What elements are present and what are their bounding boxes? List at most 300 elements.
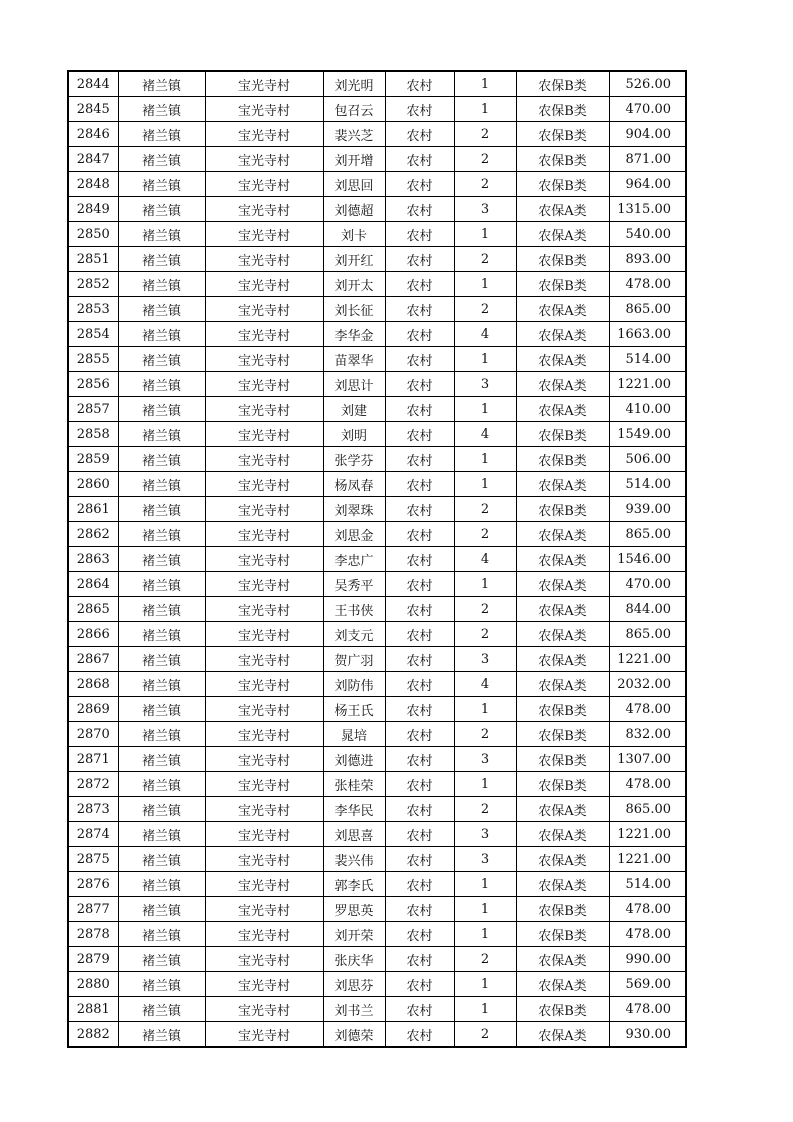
person-name-cell: 刘翠珠: [323, 497, 385, 522]
town-cell: 褚兰镇: [118, 1022, 205, 1048]
row-number-cell: 2872: [68, 772, 118, 797]
household-type-cell: 农村: [385, 1022, 454, 1048]
household-type-cell: 农村: [385, 697, 454, 722]
household-type-cell: 农村: [385, 597, 454, 622]
amount-cell: 893.00: [609, 247, 686, 272]
table-row: [68, 697, 686, 722]
row-number-cell: 2856: [68, 372, 118, 397]
amount-cell: 1221.00: [609, 372, 686, 397]
insurance-category-cell: 农保B类: [516, 497, 609, 522]
town-cell: 褚兰镇: [118, 122, 205, 147]
village-cell: 宝光寺村: [205, 897, 323, 922]
row-number-cell: 2852: [68, 272, 118, 297]
household-type-cell: 农村: [385, 422, 454, 447]
town-cell: 褚兰镇: [118, 697, 205, 722]
table-row: [68, 947, 686, 972]
member-count-cell: 3: [454, 197, 516, 222]
table-row: [68, 497, 686, 522]
row-number-cell: 2845: [68, 97, 118, 122]
insurance-category-cell: 农保A类: [516, 397, 609, 422]
town-cell: 褚兰镇: [118, 647, 205, 672]
person-name-cell: 刘明: [323, 422, 385, 447]
table-row: [68, 872, 686, 897]
insurance-category-cell: 农保A类: [516, 197, 609, 222]
amount-cell: 569.00: [609, 972, 686, 997]
row-number-cell: 2873: [68, 797, 118, 822]
insurance-category-cell: 农保B类: [516, 97, 609, 122]
table-row: [68, 172, 686, 197]
village-cell: 宝光寺村: [205, 722, 323, 747]
member-count-cell: 1: [454, 897, 516, 922]
household-type-cell: 农村: [385, 447, 454, 472]
row-number-cell: 2874: [68, 822, 118, 847]
row-number-cell: 2862: [68, 522, 118, 547]
member-count-cell: 1: [454, 772, 516, 797]
village-cell: 宝光寺村: [205, 197, 323, 222]
household-type-cell: 农村: [385, 372, 454, 397]
person-name-cell: 张学芬: [323, 447, 385, 472]
row-number-cell: 2847: [68, 147, 118, 172]
household-type-cell: 农村: [385, 322, 454, 347]
town-cell: 褚兰镇: [118, 422, 205, 447]
amount-cell: 1307.00: [609, 747, 686, 772]
village-cell: 宝光寺村: [205, 247, 323, 272]
row-number-cell: 2878: [68, 922, 118, 947]
town-cell: 褚兰镇: [118, 347, 205, 372]
table-row: [68, 397, 686, 422]
member-count-cell: 1: [454, 997, 516, 1022]
village-cell: 宝光寺村: [205, 71, 323, 97]
village-cell: 宝光寺村: [205, 147, 323, 172]
household-type-cell: 农村: [385, 97, 454, 122]
village-cell: 宝光寺村: [205, 772, 323, 797]
person-name-cell: 罗思英: [323, 897, 385, 922]
amount-cell: 1221.00: [609, 647, 686, 672]
row-number-cell: 2857: [68, 397, 118, 422]
insurance-category-cell: 农保A类: [516, 297, 609, 322]
amount-cell: 514.00: [609, 472, 686, 497]
person-name-cell: 吴秀平: [323, 572, 385, 597]
table-row: [68, 147, 686, 172]
table-row: [68, 797, 686, 822]
member-count-cell: 4: [454, 322, 516, 347]
insurance-category-cell: 农保A类: [516, 222, 609, 247]
member-count-cell: 1: [454, 347, 516, 372]
row-number-cell: 2864: [68, 572, 118, 597]
amount-cell: 526.00: [609, 71, 686, 97]
insurance-category-cell: 农保B类: [516, 897, 609, 922]
town-cell: 褚兰镇: [118, 947, 205, 972]
member-count-cell: 3: [454, 647, 516, 672]
member-count-cell: 1: [454, 71, 516, 97]
household-type-cell: 农村: [385, 122, 454, 147]
table-row: [68, 572, 686, 597]
amount-cell: 478.00: [609, 772, 686, 797]
person-name-cell: 李华民: [323, 797, 385, 822]
person-name-cell: 王书侠: [323, 597, 385, 622]
person-name-cell: 刘长征: [323, 297, 385, 322]
amount-cell: 514.00: [609, 872, 686, 897]
person-name-cell: 杨王氏: [323, 697, 385, 722]
household-type-cell: 农村: [385, 71, 454, 97]
table-row: [68, 847, 686, 872]
village-cell: 宝光寺村: [205, 522, 323, 547]
table-row: [68, 197, 686, 222]
person-name-cell: 刘卡: [323, 222, 385, 247]
person-name-cell: 贺广羽: [323, 647, 385, 672]
member-count-cell: 2: [454, 797, 516, 822]
person-name-cell: 刘光明: [323, 71, 385, 97]
village-cell: 宝光寺村: [205, 422, 323, 447]
row-number-cell: 2880: [68, 972, 118, 997]
household-type-cell: 农村: [385, 522, 454, 547]
household-type-cell: 农村: [385, 172, 454, 197]
person-name-cell: 刘思计: [323, 372, 385, 397]
row-number-cell: 2877: [68, 897, 118, 922]
member-count-cell: 3: [454, 747, 516, 772]
table-row: [68, 1022, 686, 1048]
village-cell: 宝光寺村: [205, 647, 323, 672]
member-count-cell: 2: [454, 172, 516, 197]
member-count-cell: 1: [454, 972, 516, 997]
village-cell: 宝光寺村: [205, 822, 323, 847]
amount-cell: 844.00: [609, 597, 686, 622]
household-type-cell: 农村: [385, 847, 454, 872]
row-number-cell: 2866: [68, 622, 118, 647]
amount-cell: 990.00: [609, 947, 686, 972]
village-cell: 宝光寺村: [205, 997, 323, 1022]
household-type-cell: 农村: [385, 997, 454, 1022]
town-cell: 褚兰镇: [118, 372, 205, 397]
amount-cell: 1221.00: [609, 847, 686, 872]
amount-cell: 478.00: [609, 997, 686, 1022]
town-cell: 褚兰镇: [118, 722, 205, 747]
insurance-category-cell: 农保B类: [516, 71, 609, 97]
member-count-cell: 1: [454, 472, 516, 497]
person-name-cell: 刘防伟: [323, 672, 385, 697]
table-row: [68, 372, 686, 397]
person-name-cell: 李忠广: [323, 547, 385, 572]
town-cell: 褚兰镇: [118, 172, 205, 197]
town-cell: 褚兰镇: [118, 97, 205, 122]
household-type-cell: 农村: [385, 972, 454, 997]
town-cell: 褚兰镇: [118, 71, 205, 97]
member-count-cell: 4: [454, 422, 516, 447]
member-count-cell: 2: [454, 297, 516, 322]
insurance-category-cell: 农保A类: [516, 547, 609, 572]
member-count-cell: 2: [454, 122, 516, 147]
household-type-cell: 农村: [385, 222, 454, 247]
amount-cell: 865.00: [609, 622, 686, 647]
table-row: [68, 772, 686, 797]
town-cell: 褚兰镇: [118, 272, 205, 297]
member-count-cell: 4: [454, 547, 516, 572]
town-cell: 褚兰镇: [118, 322, 205, 347]
table-row: [68, 247, 686, 272]
table-row: [68, 997, 686, 1022]
amount-cell: 506.00: [609, 447, 686, 472]
person-name-cell: 包召云: [323, 97, 385, 122]
member-count-cell: 2: [454, 722, 516, 747]
row-number-cell: 2879: [68, 947, 118, 972]
member-count-cell: 1: [454, 447, 516, 472]
table-row: [68, 672, 686, 697]
household-type-cell: 农村: [385, 672, 454, 697]
insurance-category-cell: 农保A类: [516, 622, 609, 647]
household-type-cell: 农村: [385, 247, 454, 272]
member-count-cell: 2: [454, 597, 516, 622]
table-row: [68, 922, 686, 947]
row-number-cell: 2876: [68, 872, 118, 897]
row-number-cell: 2870: [68, 722, 118, 747]
insurance-category-cell: 农保B类: [516, 172, 609, 197]
table-row: [68, 347, 686, 372]
village-cell: 宝光寺村: [205, 172, 323, 197]
amount-cell: 964.00: [609, 172, 686, 197]
village-cell: 宝光寺村: [205, 972, 323, 997]
row-number-cell: 2859: [68, 447, 118, 472]
town-cell: 褚兰镇: [118, 897, 205, 922]
row-number-cell: 2851: [68, 247, 118, 272]
amount-cell: 478.00: [609, 922, 686, 947]
village-cell: 宝光寺村: [205, 347, 323, 372]
member-count-cell: 3: [454, 372, 516, 397]
village-cell: 宝光寺村: [205, 547, 323, 572]
member-count-cell: 4: [454, 672, 516, 697]
town-cell: 褚兰镇: [118, 747, 205, 772]
table-row: [68, 647, 686, 672]
insurance-category-cell: 农保B类: [516, 697, 609, 722]
village-cell: 宝光寺村: [205, 447, 323, 472]
amount-cell: 865.00: [609, 297, 686, 322]
person-name-cell: 刘开太: [323, 272, 385, 297]
town-cell: 褚兰镇: [118, 847, 205, 872]
village-cell: 宝光寺村: [205, 597, 323, 622]
town-cell: 褚兰镇: [118, 297, 205, 322]
person-name-cell: 李华金: [323, 322, 385, 347]
table-row: [68, 122, 686, 147]
insurance-category-cell: 农保B类: [516, 247, 609, 272]
town-cell: 褚兰镇: [118, 547, 205, 572]
village-cell: 宝光寺村: [205, 122, 323, 147]
town-cell: 褚兰镇: [118, 672, 205, 697]
insurance-category-cell: 农保B类: [516, 747, 609, 772]
table-row: [68, 272, 686, 297]
person-name-cell: 刘思喜: [323, 822, 385, 847]
village-cell: 宝光寺村: [205, 672, 323, 697]
household-type-cell: 农村: [385, 897, 454, 922]
insurance-category-cell: 农保B类: [516, 722, 609, 747]
person-name-cell: 刘开荣: [323, 922, 385, 947]
member-count-cell: 1: [454, 97, 516, 122]
village-cell: 宝光寺村: [205, 97, 323, 122]
insurance-category-cell: 农保A类: [516, 522, 609, 547]
amount-cell: 478.00: [609, 697, 686, 722]
person-name-cell: 刘建: [323, 397, 385, 422]
amount-cell: 470.00: [609, 572, 686, 597]
member-count-cell: 3: [454, 847, 516, 872]
person-name-cell: 刘德荣: [323, 1022, 385, 1048]
household-type-cell: 农村: [385, 622, 454, 647]
town-cell: 褚兰镇: [118, 922, 205, 947]
table-body: [68, 71, 686, 1047]
insurance-category-cell: 农保A类: [516, 947, 609, 972]
insurance-category-cell: 农保A类: [516, 322, 609, 347]
village-cell: 宝光寺村: [205, 322, 323, 347]
household-type-cell: 农村: [385, 747, 454, 772]
village-cell: 宝光寺村: [205, 1022, 323, 1048]
row-number-cell: 2875: [68, 847, 118, 872]
person-name-cell: 刘书兰: [323, 997, 385, 1022]
row-number-cell: 2849: [68, 197, 118, 222]
insurance-category-cell: 农保B类: [516, 147, 609, 172]
amount-cell: 410.00: [609, 397, 686, 422]
village-cell: 宝光寺村: [205, 297, 323, 322]
village-cell: 宝光寺村: [205, 947, 323, 972]
village-cell: 宝光寺村: [205, 797, 323, 822]
member-count-cell: 1: [454, 222, 516, 247]
town-cell: 褚兰镇: [118, 797, 205, 822]
row-number-cell: 2871: [68, 747, 118, 772]
insurance-category-cell: 农保A类: [516, 672, 609, 697]
village-cell: 宝光寺村: [205, 497, 323, 522]
member-count-cell: 2: [454, 147, 516, 172]
town-cell: 褚兰镇: [118, 397, 205, 422]
member-count-cell: 2: [454, 247, 516, 272]
household-type-cell: 农村: [385, 647, 454, 672]
table-row: [68, 597, 686, 622]
household-type-cell: 农村: [385, 872, 454, 897]
row-number-cell: 2863: [68, 547, 118, 572]
table-row: [68, 622, 686, 647]
insurance-category-cell: 农保A类: [516, 822, 609, 847]
insurance-category-cell: 农保B类: [516, 447, 609, 472]
row-number-cell: 2858: [68, 422, 118, 447]
village-cell: 宝光寺村: [205, 397, 323, 422]
table-row: [68, 897, 686, 922]
amount-cell: 1663.00: [609, 322, 686, 347]
table-row: [68, 747, 686, 772]
table-row: [68, 522, 686, 547]
table-row: [68, 297, 686, 322]
table-row: [68, 71, 686, 97]
row-number-cell: 2868: [68, 672, 118, 697]
household-type-cell: 农村: [385, 547, 454, 572]
household-type-cell: 农村: [385, 147, 454, 172]
insurance-category-cell: 农保A类: [516, 347, 609, 372]
town-cell: 褚兰镇: [118, 622, 205, 647]
table-row: [68, 447, 686, 472]
amount-cell: 865.00: [609, 797, 686, 822]
town-cell: 褚兰镇: [118, 597, 205, 622]
amount-cell: 470.00: [609, 97, 686, 122]
insurance-category-cell: 农保B类: [516, 922, 609, 947]
town-cell: 褚兰镇: [118, 222, 205, 247]
person-name-cell: 张庆华: [323, 947, 385, 972]
insurance-category-cell: 农保A类: [516, 872, 609, 897]
village-cell: 宝光寺村: [205, 697, 323, 722]
person-name-cell: 刘德超: [323, 197, 385, 222]
table-row: [68, 97, 686, 122]
person-name-cell: 刘开红: [323, 247, 385, 272]
row-number-cell: 2848: [68, 172, 118, 197]
amount-cell: 930.00: [609, 1022, 686, 1048]
town-cell: 褚兰镇: [118, 772, 205, 797]
village-cell: 宝光寺村: [205, 747, 323, 772]
town-cell: 褚兰镇: [118, 872, 205, 897]
town-cell: 褚兰镇: [118, 972, 205, 997]
town-cell: 褚兰镇: [118, 572, 205, 597]
amount-cell: 1549.00: [609, 422, 686, 447]
row-number-cell: 2860: [68, 472, 118, 497]
household-type-cell: 农村: [385, 197, 454, 222]
amount-cell: 832.00: [609, 722, 686, 747]
insurance-category-cell: 农保A类: [516, 372, 609, 397]
member-count-cell: 2: [454, 622, 516, 647]
member-count-cell: 1: [454, 697, 516, 722]
amount-cell: 2032.00: [609, 672, 686, 697]
row-number-cell: 2850: [68, 222, 118, 247]
insurance-category-cell: 农保A类: [516, 797, 609, 822]
person-name-cell: 刘开增: [323, 147, 385, 172]
household-type-cell: 农村: [385, 947, 454, 972]
insurance-category-cell: 农保B类: [516, 422, 609, 447]
household-type-cell: 农村: [385, 922, 454, 947]
row-number-cell: 2846: [68, 122, 118, 147]
person-name-cell: 刘德进: [323, 747, 385, 772]
amount-cell: 478.00: [609, 897, 686, 922]
town-cell: 褚兰镇: [118, 822, 205, 847]
amount-cell: 1546.00: [609, 547, 686, 572]
person-name-cell: 刘思回: [323, 172, 385, 197]
town-cell: 褚兰镇: [118, 447, 205, 472]
row-number-cell: 2881: [68, 997, 118, 1022]
person-name-cell: 苗翠华: [323, 347, 385, 372]
town-cell: 褚兰镇: [118, 472, 205, 497]
insurance-category-cell: 农保B类: [516, 122, 609, 147]
household-type-cell: 农村: [385, 472, 454, 497]
table-row: [68, 322, 686, 347]
person-name-cell: 杨凤春: [323, 472, 385, 497]
household-type-cell: 农村: [385, 347, 454, 372]
village-cell: 宝光寺村: [205, 622, 323, 647]
household-type-cell: 农村: [385, 397, 454, 422]
person-name-cell: 刘思金: [323, 522, 385, 547]
town-cell: 褚兰镇: [118, 522, 205, 547]
person-name-cell: 刘支元: [323, 622, 385, 647]
table-row: [68, 472, 686, 497]
household-type-cell: 农村: [385, 772, 454, 797]
amount-cell: 871.00: [609, 147, 686, 172]
table-row: [68, 972, 686, 997]
village-cell: 宝光寺村: [205, 222, 323, 247]
village-cell: 宝光寺村: [205, 572, 323, 597]
member-count-cell: 1: [454, 922, 516, 947]
row-number-cell: 2855: [68, 347, 118, 372]
town-cell: 褚兰镇: [118, 247, 205, 272]
village-cell: 宝光寺村: [205, 472, 323, 497]
amount-cell: 939.00: [609, 497, 686, 522]
person-name-cell: 刘思芬: [323, 972, 385, 997]
village-cell: 宝光寺村: [205, 847, 323, 872]
amount-cell: 865.00: [609, 522, 686, 547]
member-count-cell: 2: [454, 497, 516, 522]
household-type-cell: 农村: [385, 722, 454, 747]
insurance-category-cell: 农保B类: [516, 272, 609, 297]
village-cell: 宝光寺村: [205, 372, 323, 397]
member-count-cell: 2: [454, 947, 516, 972]
person-name-cell: 郭李氏: [323, 872, 385, 897]
